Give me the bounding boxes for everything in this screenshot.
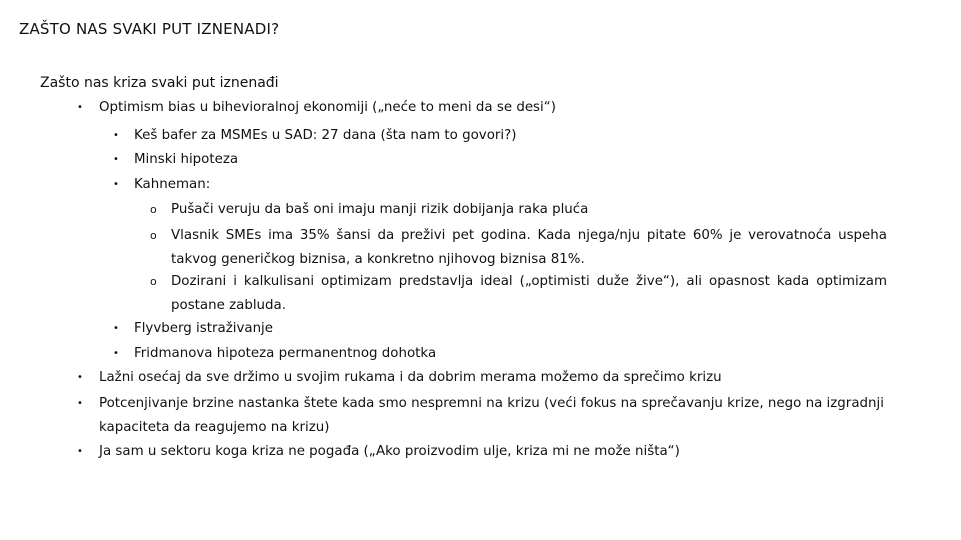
slide-subtitle: Zašto nas kriza svaki put iznenađi [40, 75, 279, 91]
list-item [77, 392, 899, 440]
list-item [113, 148, 894, 172]
list-item-text: Minski hipoteza [134, 152, 239, 167]
list-item-text: Keš bafer za MSMEs u SAD: 27 dana (šta nam to govori?) [134, 128, 517, 143]
list-item-text: Pušači veruju da baš oni imaju manji rizik dobijanja raka pluća [171, 202, 589, 217]
bullet-icon: • [113, 179, 119, 190]
circle-bullet-icon: o [150, 203, 157, 216]
bullet-icon: • [77, 102, 83, 113]
bullet-icon: • [113, 348, 119, 359]
bullet-icon: • [113, 323, 119, 334]
bullet-icon: • [77, 446, 83, 457]
list-item-text: Vlasnik SMEs ima 35% šansi da preživi pet godina. Kada njega/nju pitate 60% je verovatnoća uspeha takvog generičkog biznisa, a konkretno njihovog biznisa 81%. [171, 228, 887, 267]
list-item-text: Lažni osećaj da sve držimo u svojim rukama i da dobrim merama možemo da sprečimo krizu [99, 370, 722, 385]
list-item [77, 366, 899, 390]
list-item-text: Dozirani i kalkulisani optimizam predstavlja ideal („optimisti duže žive“), ali opasnost kada optimizam postane zabluda. [171, 274, 887, 313]
circle-bullet-icon: o [150, 275, 157, 288]
list-item [150, 270, 887, 318]
list-item [150, 198, 887, 222]
list-item-text: Optimism bias u bihevioralnoj ekonomiji („neće to meni da se desi“) [99, 100, 556, 115]
list-item-text: Kahneman: [134, 177, 211, 192]
list-item [150, 224, 887, 272]
list-item [113, 317, 894, 341]
list-item [77, 96, 899, 120]
list-item [113, 173, 894, 197]
list-item-text: Potcenjivanje brzine nastanka štete kada smo nespremni na krizu (veći fokus na sprečavanju krize, nego na izgradnji kapaciteta da reagujemo na krizu) [99, 396, 884, 435]
slide-title: ZAŠTO NAS SVAKI PUT IZNENADI? [19, 20, 280, 38]
list-item [113, 124, 894, 148]
list-item-text: Flyvberg istraživanje [134, 321, 274, 336]
list-item [77, 440, 899, 464]
bullet-icon: • [77, 398, 83, 409]
list-item-text: Fridmanova hipoteza permanentnog dohotka [134, 346, 437, 361]
circle-bullet-icon: o [150, 229, 157, 242]
list-item-text: Ja sam u sektoru koga kriza ne pogađa („Ako proizvodim ulje, kriza mi ne može ništa“) [99, 444, 680, 459]
bullet-icon: • [113, 130, 119, 141]
list-item [113, 342, 894, 366]
bullet-icon: • [113, 154, 119, 165]
bullet-icon: • [77, 372, 83, 383]
